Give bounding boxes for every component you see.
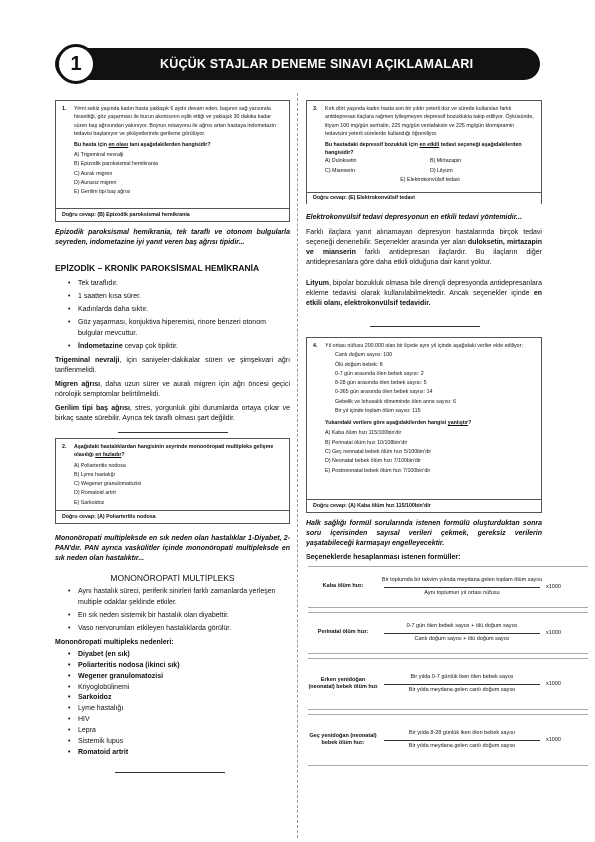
formula-label: Geç yenidoğan (neonatal) bebek ölüm hızı: [309, 732, 377, 746]
option-b: B) Epizodik paroksismal hemikrania [74, 161, 158, 168]
explanation-intro: Epizodik paroksismal hemikrania, tek taraflı ve otonom bulgularla seyreden, indometazine iyi yanıt veren baş ağrısı tipidir... [55, 229, 290, 247]
correct-answer: Doğru cevap: (A) Kaba ölüm hızı 115/100bin'dir [307, 500, 541, 512]
formula-title: Seçeneklerde hesaplanması istenen formüller: [306, 554, 461, 561]
formula-multiplier: x1000 [546, 681, 561, 687]
formula-numerator: Bir yılda 0-7 günlük iken ölen bebek sayısı [410, 674, 514, 681]
causes-title: Mononöropati multipleks nedenleri: [55, 639, 174, 646]
data-item: Ölü doğum bebek: 8 [335, 361, 383, 368]
option-a: A) Trigeminal nevralji [74, 152, 124, 159]
formula-denominator: Bir yılda meydana gelen canlı doğum sayısı [408, 686, 516, 693]
option-a: A) Poliarteritis nodosa [74, 462, 126, 469]
formula-fraction [378, 674, 546, 694]
question-stem: Aşağıdaki hastalıklardan hangisinin seyrinde mononöropati multipleks gelişme olasılığı en fazladır? [74, 444, 274, 459]
explanation-ect-intro: Elektrokonvülsif tedavi depresyonun en etkili tedavi yöntemidir... [306, 214, 522, 221]
page-number-badge: 1 [56, 44, 96, 84]
option-e: E) Sarkoidoz [74, 499, 105, 506]
question-stem: Yirmi sekiz yaşında kadın hasta yaklaşık 6 aydır devam eden, başının sağ yarısında hissettiği, göz yaşarması ile burun akıntısının eşlik ettiği ve yaklaşık 30 dakika kadar süren baş ağrısından yakınıyor. Boyrun rotasyonu ile ağrısı artan hastaya indometazin tedavisi başlanıyor ve şikâyetlerinde gerileme görülüyor. [74, 106, 276, 137]
question-prompt: Bu hasta için en olası tanı aşağıdakilerden hangisidir? [74, 142, 211, 149]
formula-multiplier: x1000 [546, 737, 561, 743]
column-divider [297, 93, 298, 838]
data-item: Gebelik ve lohusalık döneminde ölen anne sayısı: 6 [335, 398, 457, 405]
paragraph-migren: Migren ağrısı, daha uzun sürer ve auralı migren için ağrı öncesi geçici nörolojik semptomlar belirtilmelidi. [55, 381, 290, 399]
cause-item: • HIV [66, 715, 290, 726]
bullet-item: • Göz yaşarması, konjuktiva hiperemisi, rinore benzeri otonom bulgular mevcuttur. [66, 318, 290, 339]
correct-answer: Doğru cevap: (E) Elektrokonvülsif tedavi [307, 193, 541, 204]
formula-fraction [378, 623, 546, 643]
data-list [313, 351, 535, 416]
formula-fraction [378, 577, 546, 597]
question-number: 4. [313, 343, 318, 349]
answer-bar-4 [306, 499, 542, 513]
formula-denominator: Aynı toplumun yıl ortası nüfusu [424, 589, 500, 596]
cause-item: • Lepra [66, 726, 290, 737]
question-prompt: Bu hastadaki depressif bozukluk için en etkili tedavi seçeneği aşağıdakilerden hangisidir? [325, 142, 522, 157]
formula-perinatal [308, 612, 588, 654]
data-item: 8-28 gün arasında ölen bebek sayısı: 5 [335, 380, 427, 387]
bullet-item: • Aynı hastalık süreci, periferik sinirleri farklı zamanlarda yerleşen multiple odaklar şeklinde etkiler. [66, 587, 290, 608]
option-b: B) Mirtazapin [430, 158, 462, 165]
formula-intro: Halk sağlığı formül sorularında istenen formülü oluşturduktan sonra soru içerisinden sayısal verileri çekmek, gereksiz verilerin yaşatabileceği karmaşayı engelleyecektir. [306, 520, 542, 548]
correct-answer: Doğru cevap: (B) Epizodik paroksismal hemikrania [56, 209, 289, 221]
question-prompt: Yukarıdaki verilere göre aşağıdakilerden hangisi yanlıştır? [325, 420, 472, 427]
option-b: B) Perinatal ölüm hızı 10/108bin'dir [325, 439, 408, 446]
paragraph-gerilim: Gerilim tipi baş ağrısı, stres, yorgunluk gibi durumlarda ortaya çıkar ve birkaç saate sürebilir. Ayrıca tek taraflı olması şart değildir. [55, 405, 290, 423]
cause-item: • Sarkoidoz [66, 693, 290, 704]
option-list [62, 462, 283, 508]
formula-numerator: Bir yılda 8-28 günlük iken ölen bebek sayısı [408, 730, 516, 737]
paragraph-trigeminal: Trigeminal nevralji, için saniyeler-dakikalar süren ve şimşekvari ağrı tariflenmelidi. [55, 357, 291, 375]
formula-multiplier: x1000 [546, 584, 561, 590]
cause-item: • Lyme hastalığı [66, 704, 290, 715]
formula-label: Erken yenidoğan (neonatal) bebek ölüm hızı [308, 676, 378, 690]
option-e: E) Gerilim tipi baş ağrısı [74, 189, 131, 196]
cause-item: • Sistemik lupus [66, 737, 290, 748]
option-list [313, 157, 535, 185]
option-a: A) Duloksetin [325, 158, 357, 165]
formula-label: Kaba ölüm hızı: [322, 583, 364, 590]
paragraph-antidepressants: Farklı ilaçlara yanıt alınamayan depresyon hastalarında birçok tedavi seçeneği denenebilir. Seçenekler arasında yer alan duloksetin, mirtazapin ve mianserin farklı antidepresan ilaçlardır. Bu ilaçların diğer antidepresanlara göre daha etkili olduğuna dair kanıt yoktur. [306, 229, 543, 267]
formula-numerator: 0-7 gün ölen bebek sayısı + ölü doğum sayısı [406, 623, 518, 630]
data-item: Bir yıl içinde toplam ölüm sayısı: 115 [335, 408, 421, 414]
formula-denominator: Canlı doğum sayısı + ölü doğum sayısı [414, 635, 510, 642]
cause-item: • Wegener granulomatozisi [66, 672, 290, 683]
formula-fraction [378, 730, 546, 750]
bullet-item: • İndometazine cevap çok tipiktir. [66, 342, 290, 353]
question-number: 1. [62, 106, 67, 112]
question-stem: Yıl ortası nüfusu 200.000 olan bir ilçede aynı yıl içinde aşağıdaki veriler elde ediliyor; [325, 343, 523, 350]
separator-line [118, 432, 228, 433]
answer-bar-3 [306, 192, 542, 204]
data-item: 0-7 gün arasında ölen bebek sayısı: 2 [335, 370, 424, 377]
section-title-hemikrania: EPİZODİK – KRONİK PAROKSİSMAL HEMİKRANİA [55, 263, 260, 273]
option-d: D) Aurasız migren [74, 180, 117, 187]
data-item: Canlı doğum sayısı: 100 [335, 352, 393, 359]
bullet-item: • Tek taraflıdır. [66, 279, 290, 290]
paragraph-lityum: Lityum, bipolar bozukluk olmasa bile dirençli depresyonda antidepresanlara ekleme tedavisi olarak kullanılabilmektedir. Ancak seçenekler içinde en etkili olanı, elektrokonvülsif tedavidir. [306, 280, 542, 308]
answer-bar-1 [55, 208, 290, 221]
option-e: E) Elektrokonvülsif tedavi [400, 176, 460, 183]
option-list [62, 151, 283, 197]
formula-erken-yenidogan [308, 658, 588, 710]
bullet-list-hemikrania [66, 279, 290, 355]
formula-label: Perinatal ölüm hızı: [317, 629, 369, 636]
cause-item: • Diyabet (en sık) [66, 650, 290, 661]
formula-numerator: Bir toplumda bir takvim yılında meydana gelen toplam ölüm sayısı [381, 577, 543, 584]
bullet-item: • Vaso nervorumları etkileyen hastalıklarda görülür. [66, 624, 290, 635]
data-item: 0-365 gün arasında ölen bebek sayısı: 14 [335, 389, 433, 396]
option-b: B) Lyme hastalığı [74, 471, 116, 478]
option-c: C) Wegener granulomatozisi [74, 481, 142, 488]
option-c: C) Geç neonatal bebek ölüm hızı 5/100bin'dir [325, 449, 432, 455]
correct-answer: Doğru cevap: (A) Poliarteritis nodosa [56, 511, 289, 523]
option-d: D) Neonatal bebek ölüm hızı 7/100bin'dir [325, 458, 421, 465]
separator-line [115, 772, 225, 773]
bullet-item: • En sık neden sistemik bir hastalık olan diyabettir. [66, 611, 290, 622]
separator-line [370, 326, 480, 327]
formula-kaba-olum [308, 566, 588, 608]
question-box-1 [55, 100, 290, 222]
question-number: 2. [62, 444, 67, 450]
question-box-3 [306, 100, 542, 204]
cause-item: • Romatoid artrit [66, 748, 290, 759]
causes-list [66, 650, 290, 758]
option-d: D) Romatoid artrit [74, 490, 116, 497]
section-title-mononoropati: MONONÖROPATİ MULTİPLEKS [110, 573, 235, 583]
cause-item: • Kriyoglobülinemi [66, 683, 290, 694]
option-c: C) Auralı migren [74, 170, 113, 177]
bullet-item: • 1 saatten kısa sürer. [66, 292, 290, 303]
bullet-item: • Kadınlarda daha sıktır. [66, 305, 290, 316]
question-number: 3. [313, 106, 318, 112]
formula-denominator: Bir yılda meydana gelen canlı doğum sayısı [408, 742, 516, 749]
cause-item: • Poliarteritis nodosa (ikinci sık) [66, 661, 290, 672]
option-a: A) Kaba ölüm hızı 115/100bin'dir [325, 430, 402, 437]
formula-multiplier: x1000 [546, 630, 561, 636]
question-box-4 [306, 337, 542, 513]
option-e: E) Postneonatal bebek ölüm hızı 7/100bin'dir [325, 467, 431, 474]
answer-bar-2 [55, 510, 290, 524]
page-title: KÜÇÜK STAJLAR DENEME SINAVI AÇIKLAMALARI [160, 57, 474, 71]
option-c: C) Mianserin [325, 167, 356, 174]
explanation-mono-intro: Mononöropati multipleksde en sık neden olan hastalıklar 1-Diyabet, 2-PAN'dır. PAN ayrıca vaskülitler içinde mononöropati multipleksde en sık neden olan hastalıktır... [55, 535, 290, 563]
bullet-list-mononoropati [66, 587, 290, 637]
formula-gec-yenidogan [308, 714, 588, 766]
option-d: D) Lityum [430, 167, 453, 174]
option-list [313, 429, 535, 475]
question-stem: Kırk dört yaşında kadın hasta son bir yıldır yeterli doz ve sürede kullanılan farklı antidepresan ilaçlara rağmen iyileşmeyen depressif bozuklukla takip ediliyor. Öyküsünde, lityum 100 mg/gün sertralin, 225 mg/gün venlafaksin ve 225 mg/gün klomipramin tedavisini yeterli sürelerde kullandığı öğreniliyor. [325, 106, 534, 137]
